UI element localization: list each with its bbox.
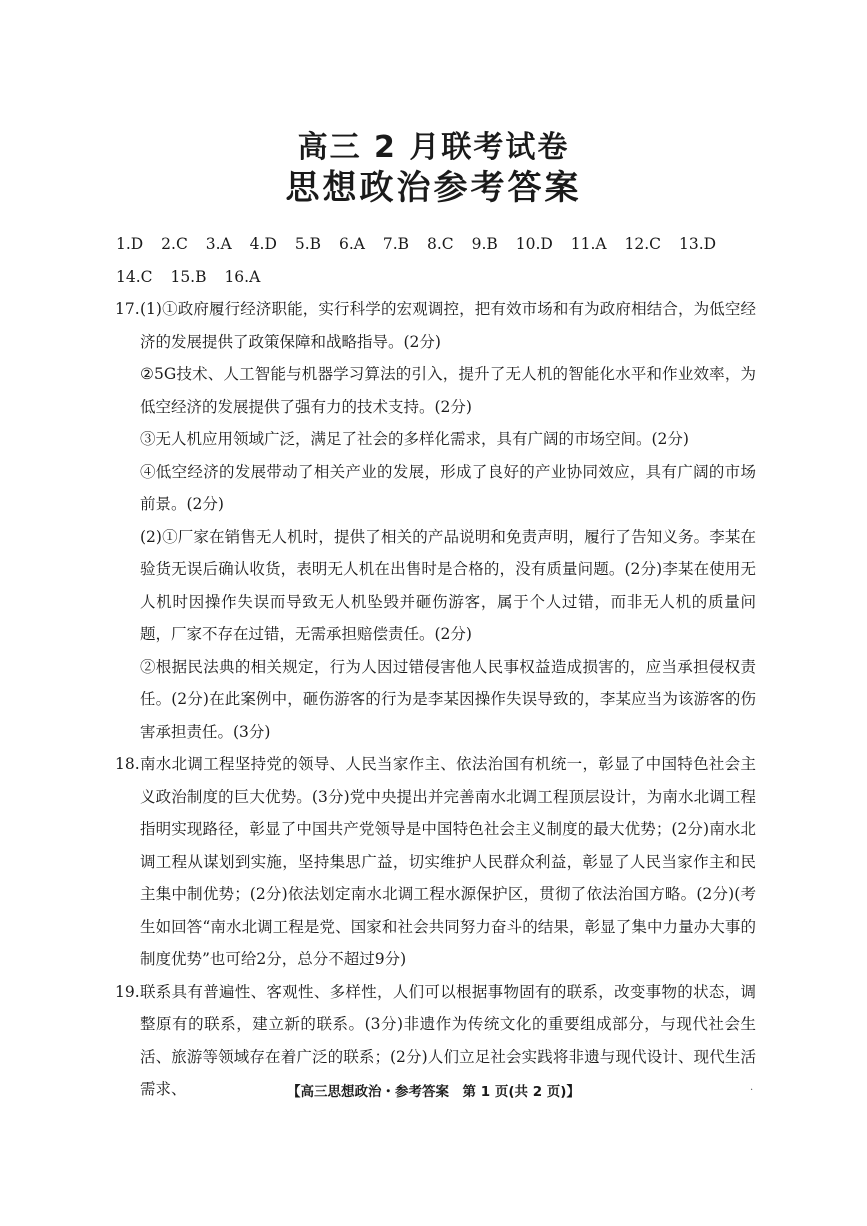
choice-answer: 2.C bbox=[161, 235, 188, 253]
page-footer: 【高三思想政治・参考答案 第 1 页(共 2 页)】 bbox=[287, 1084, 580, 1100]
question-number: 17. bbox=[115, 300, 140, 318]
answer-paragraph: ②5G技术、人工智能与机器学习算法的引入，提升了无人机的智能化水平和作业效率，为低空经济的发展提供了强有力的技术支持。(2分) bbox=[140, 365, 756, 416]
answer-paragraph: 南水北调工程坚持党的领导、人民当家作主、依法治国有机统一，彰显了中国特色社会主义政治制度的巨大优势。(3分)党中央提出并完善南水北调工程顶层设计，为南水北调工程指明实现路径，彰显了中国共产党领导是中国特色社会主义制度的最大优势；(2分)南水北调工程从谋划到实施，坚持集思广益，切实维护人民群众利益，彰显了人民当家作主和民主集中制优势；(2分)依法划定南水北调工程水源保护区，贯彻了依法治国方略。(2分)(考生如回答“南水北调工程是党、国家和社会共同努力奋斗的结果，彰显了集中力量办大事的制度优势”也可给2分，总分不超过9分) bbox=[140, 755, 756, 968]
choice-answer: 5.B bbox=[294, 235, 322, 253]
choice-answer: 16.A bbox=[224, 267, 261, 286]
question-number: 19. bbox=[115, 982, 140, 1001]
choice-answer: 4.D bbox=[249, 235, 277, 253]
choice-answer: 9.B bbox=[471, 235, 498, 253]
question-17 bbox=[116, 293, 756, 748]
choice-answer: 10.D bbox=[515, 235, 553, 253]
choice-answer: 1.D bbox=[116, 235, 144, 253]
choice-answers bbox=[116, 228, 756, 293]
choice-answer: 11.A bbox=[570, 235, 607, 253]
answer-paragraph: ④低空经济的发展带动了相关产业的发展，形成了良好的产业协同效应，具有广阔的市场前景。(2分) bbox=[140, 462, 756, 513]
choice-answer: 13.D bbox=[678, 235, 717, 253]
answer-content bbox=[116, 228, 756, 1106]
choice-answer: 7.B bbox=[382, 235, 410, 253]
corner-mark: . bbox=[750, 1082, 754, 1093]
answer-paragraph: (2)①厂家在销售无人机时，提供了相关的产品说明和免责声明，履行了告知义务。李某在验货无误后确认收货，表明无人机在出售时是合格的，没有质量问题。(2分)李某在使用无人机时因操作失误而导致无人机坠毁并砸伤游客，属于个人过错，而非无人机的质量问题，厂家不存在过错，无需承担赔偿责任。(2分) bbox=[140, 527, 756, 643]
question-18 bbox=[116, 748, 756, 976]
choice-answer: 15.B bbox=[170, 267, 207, 286]
answer-key-title: 思想政治参考答案 bbox=[285, 168, 582, 208]
choice-answer: 8.C bbox=[427, 235, 454, 253]
choice-answer: 3.A bbox=[205, 235, 232, 253]
answer-paragraph: 联系具有普遍性、客观性、多样性，人们可以根据事物固有的联系，改变事物的状态，调整原有的联系，建立新的联系。(3分)非遗作为传统文化的重要组成部分，与现代社会生活、旅游等领域存在着广泛的联系；(2分)人们立足社会实践将非遗与现代设计、现代生活需求、 bbox=[140, 982, 756, 1098]
exam-title: 高三 2 月联考试卷 bbox=[297, 130, 570, 165]
answer-paragraph: ③无人机应用领域广泛，满足了社会的多样化需求，具有广阔的市场空间。(2分) bbox=[140, 430, 689, 448]
question-number: 18. bbox=[115, 755, 140, 773]
answer-paragraph: (1)①政府履行经济职能，实行科学的宏观调控，把有效市场和有为政府相结合，为低空经济的发展提供了政策保障和战略指导。(2分) bbox=[140, 300, 756, 351]
choice-answer: 12.C bbox=[624, 235, 662, 253]
answer-paragraph: ②根据民法典的相关规定，行为人因过错侵害他人民事权益造成损害的，应当承担侵权责任。(2分)在此案例中，砸伤游客的行为是李某因操作失误导致的，李某应当为该游客的伤害承担责任。(3分) bbox=[140, 657, 756, 741]
choice-answer: 6.A bbox=[338, 235, 365, 253]
choice-answer: 14.C bbox=[116, 267, 153, 286]
